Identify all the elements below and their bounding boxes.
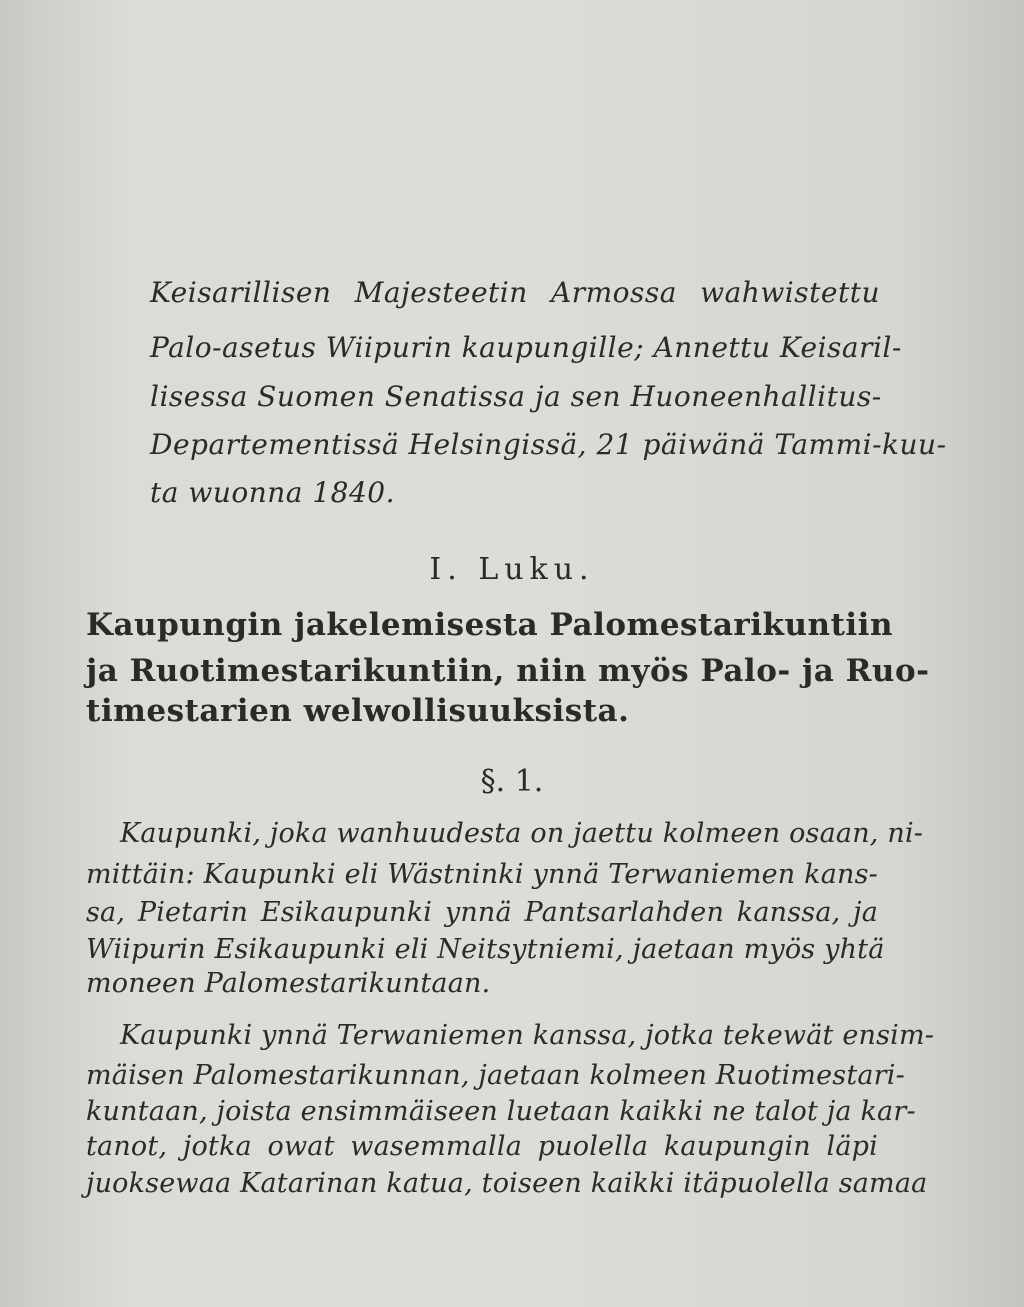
intro-line-3: lisessa Suomen Senatissa ja sen Huoneenhallitus- [150, 380, 882, 413]
paragraph2-line-5: juoksewaa Katarinan katua, toiseen kaikki itäpuolella samaa [86, 1168, 928, 1199]
chapter-title: I. Luku. [429, 552, 595, 587]
intro-line-5: ta wuonna 1840. [150, 476, 396, 509]
paragraph2-line-1: Kaupunki ynnä Terwaniemen kanssa, jotka tekewät ensim- [120, 1020, 935, 1051]
paragraph1-line-4: Wiipurin Esikaupunki eli Neitsytniemi, jaetaan myös yhtä [86, 934, 885, 965]
heading-line-3: timestarien welwollisuuksista. [86, 693, 630, 729]
paragraph2-line-4: tanot, jotka owat wasemmalla puolella kaupungin läpi [86, 1131, 878, 1162]
heading-line-1: Kaupungin jakelemisesta Palomestarikuntiin [86, 607, 893, 643]
paragraph2-line-2: mäisen Palomestarikunnan, jaetaan kolmeen Ruotimestari- [86, 1060, 905, 1091]
paragraph1-line-1: Kaupunki, joka wanhuudesta on jaettu kolmeen osaan, ni- [120, 818, 924, 849]
intro-line-2: Palo-asetus Wiipurin kaupungille; Annettu Keisaril- [150, 331, 902, 364]
paragraph2-line-3: kuntaan, joista ensimmäiseen luetaan kaikki ne talot ja kar- [86, 1096, 916, 1127]
paragraph1-line-3: sa, Pietarin Esikaupunki ynnä Pantsarlahden kanssa, ja [86, 897, 878, 928]
intro-line-4: Departementissä Helsingissä, 21 päiwänä Tammi-kuu- [150, 428, 947, 461]
section-label: §. 1. [480, 764, 544, 799]
heading-line-2: ja Ruotimestarikuntiin, niin myös Palo- ja Ruo- [86, 653, 930, 689]
paragraph1-line-2: mittäin: Kaupunki eli Wästninki ynnä Terwaniemen kans- [86, 859, 878, 890]
paragraph1-line-5: moneen Palomestarikuntaan. [86, 968, 491, 999]
intro-line-1: Keisarillisen Majesteetin Armossa wahwistettu [150, 276, 880, 309]
